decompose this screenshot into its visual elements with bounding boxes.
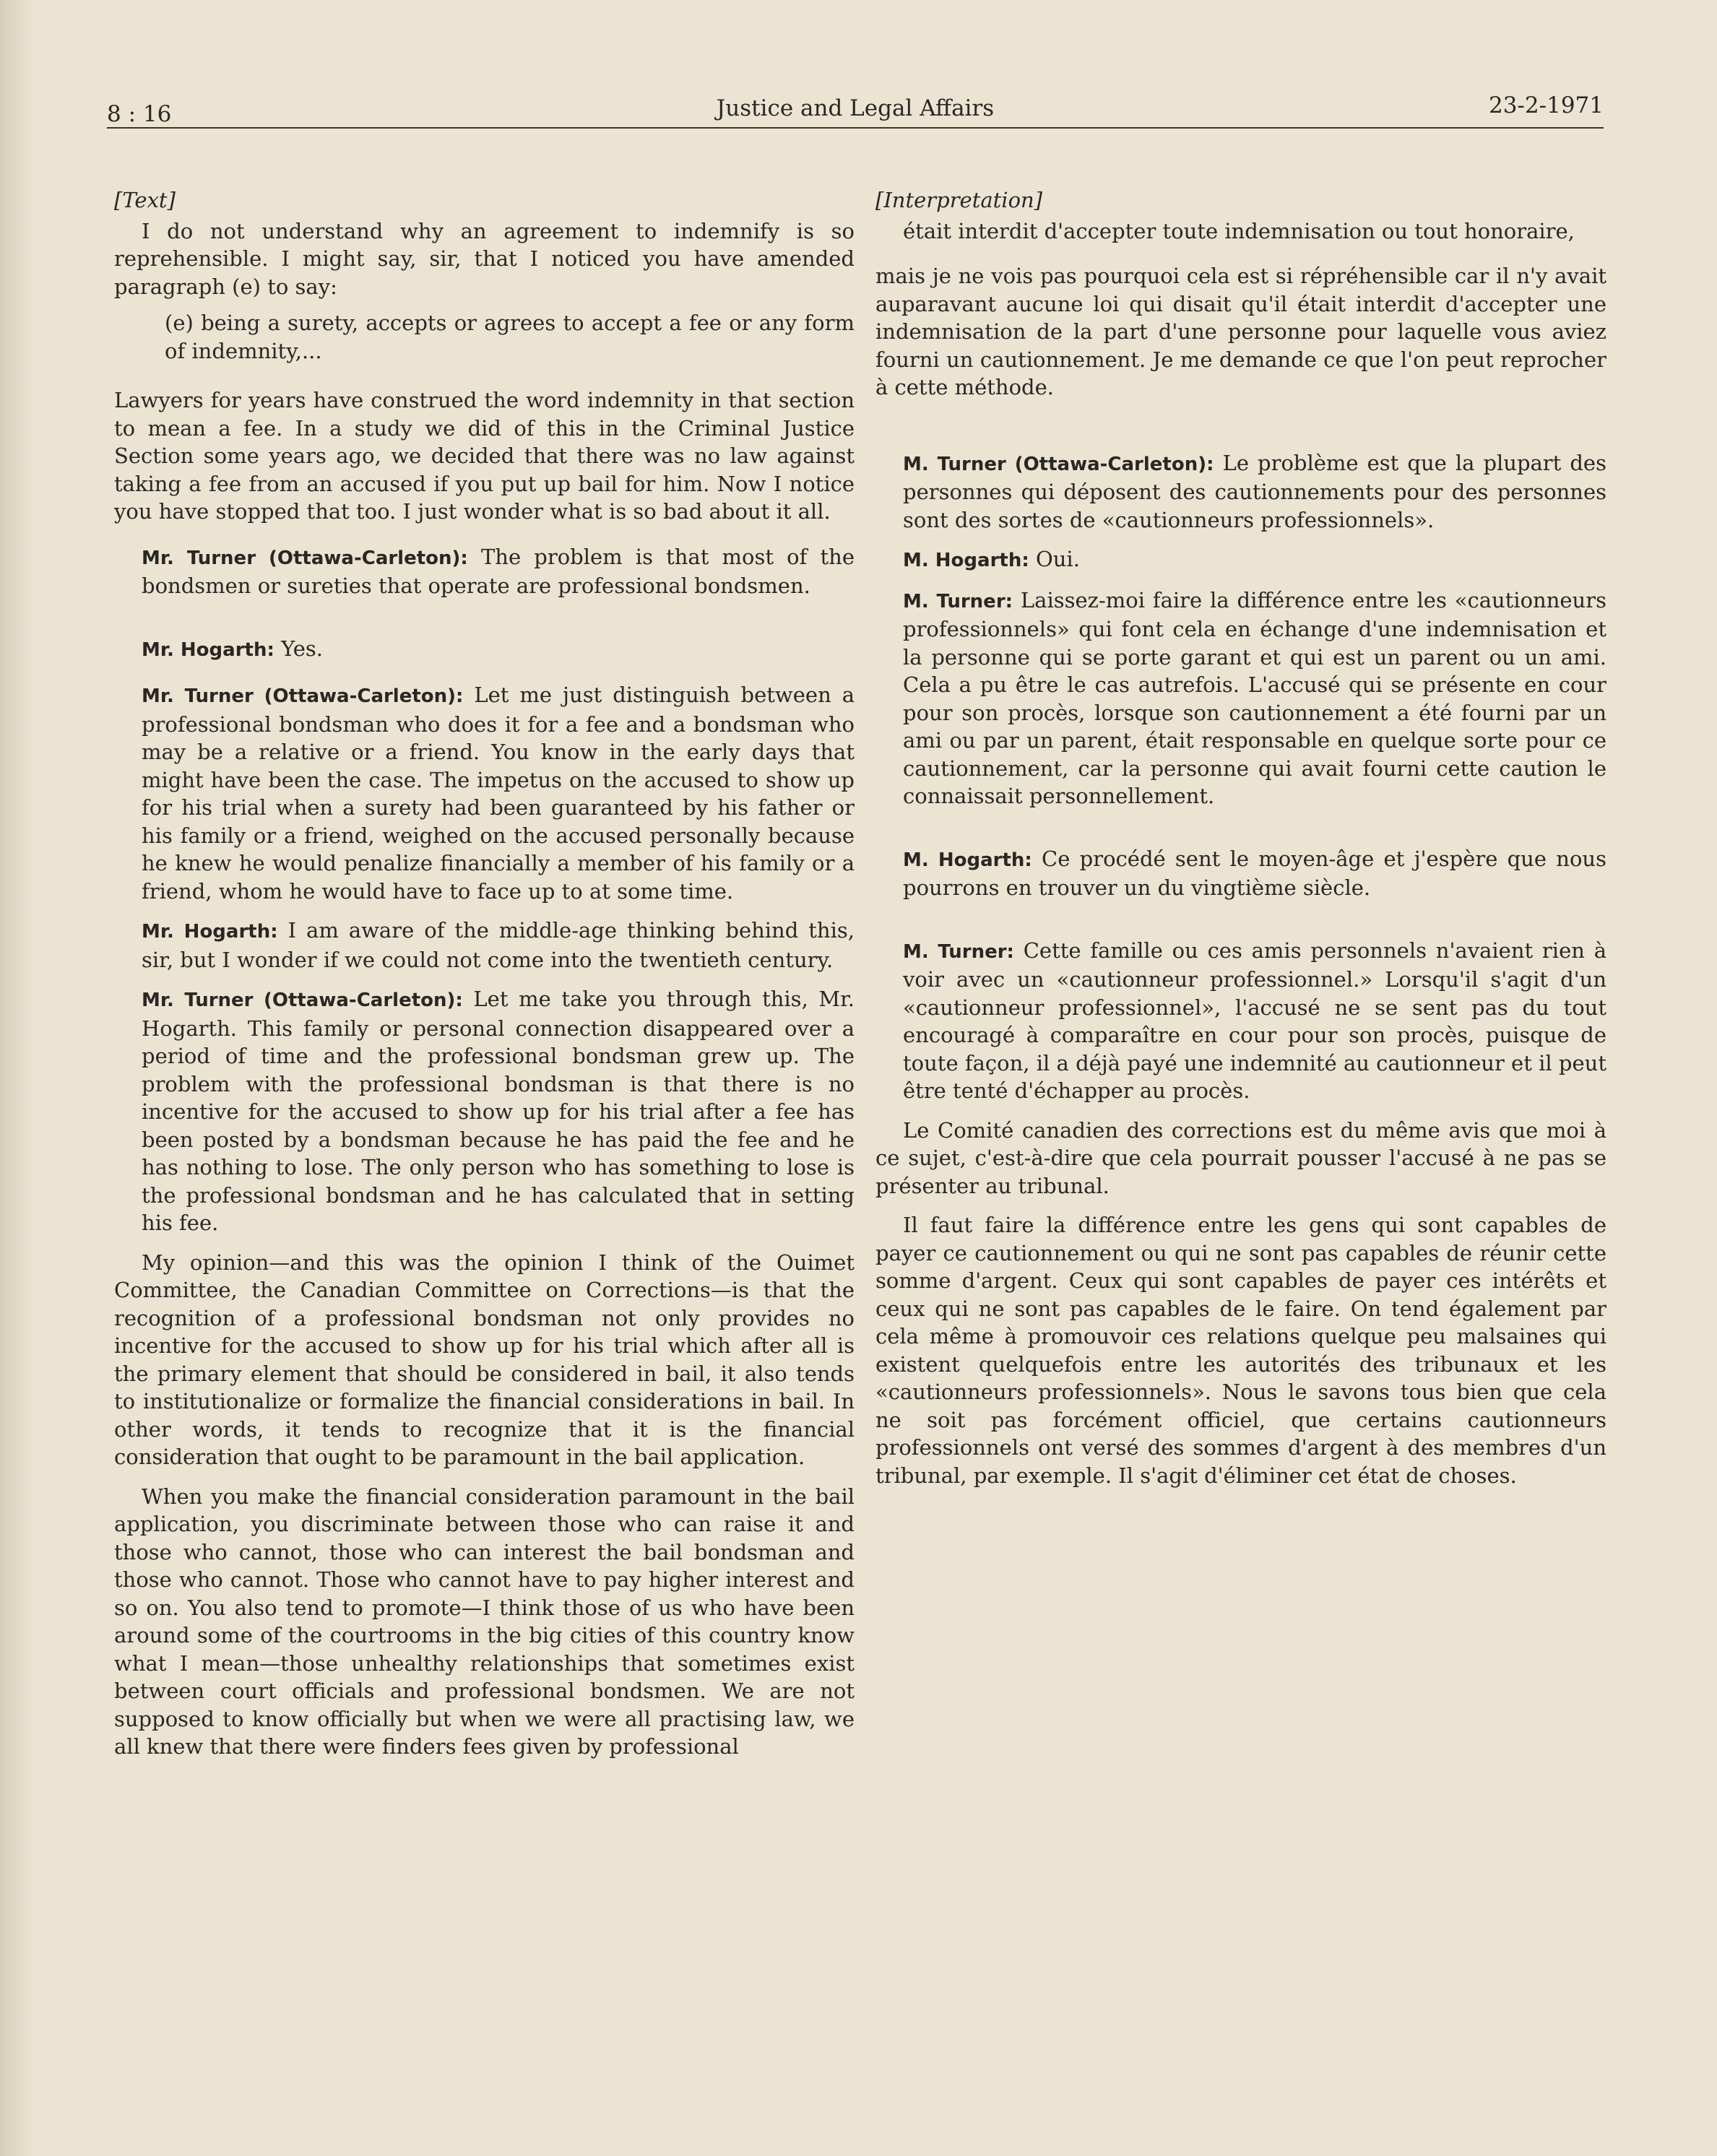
speaker-name: Mr. Turner (Ottawa-Carleton): [142,990,463,1011]
paragraph: My opinion—and this was the opinion I think of the Ouimet Committee, the Canadian Committee on Corrections—is that the recognition of a professional bondsman not only provides no incentive for the accused to show up for his trial which after all is the primary element that should be considered in bail, it also tends to institutionalize or formalize the financial considerations in bail. In other words, it tends to recognize that it is the financial consideration that ought to be paramount in the bail application. [114,1250,855,1469]
speech-text: Yes. [274,636,323,661]
speech [114,543,855,600]
paragraph: When you make the financial consideration paramount in the bail application, you discriminate between those who can raise it and those who cannot, those who can interest the bail bondsman and those who cannot. Those who cannot have to pay higher interest and so on. You also tend to promote—I think those of us who have been around some of the courtrooms in the big cities of this country know what I mean—those unhealthy relationships that sometimes exist between court officials and professional bondsmen. We are not supposed to know officially but when we were all practising law, we all knew that there were finders fees given by professional [114,1484,855,1759]
speech [875,937,1606,1105]
speaker-name: Mr. Hogarth: [142,638,274,661]
speech [114,681,855,905]
quoted-amendment: (e) being a surety, accepts or agrees to accept a fee or any form of indemnity,... [165,311,855,363]
speaker-name: M. Hogarth: [903,849,1032,871]
section-label-text: [Text] [114,188,176,212]
paragraph: Lawyers for years have construed the word indemnity in that section to mean a fee. In a study we did of this in the Criminal Justice Section some years ago, we decided that there was no law against taking a fee from an accused if you put up bail for him. Now I notice you have stopped that too. I just wonder what is so bad about it all. [114,388,855,524]
page-title: Justice and Legal Affairs [716,95,995,121]
speech [114,985,855,1237]
speech [875,845,1606,902]
speech-text: Let me take you through this, Mr. Hogarth. This family or personal connection disappeared over a period of time and the professional bondsman grew up. The problem with the professional bondsman is that there is no incentive for the accused to show up for his trial after a fee has been posted by a bondsman because he has paid the fee and he has nothing to lose. The only person who has something to lose is the professional bondsman and he has calculated that in setting his fee. [142,987,855,1235]
speech-text: The problem is that most of the bondsmen or sureties that operate are professional bondsmen. [142,544,855,598]
speaker-name: M. Turner (Ottawa-Carleton): [903,453,1214,475]
speaker-name: M. Turner: [903,940,1014,963]
speech [114,635,855,664]
speaker-name: Mr. Hogarth: [142,921,278,943]
french-column [875,186,1606,1489]
english-column [114,186,855,1761]
header-rule [107,127,1604,129]
speaker-name: Mr. Turner (Ottawa-Carleton): [142,547,468,569]
speech-text: Ce procédé sent le moyen-âge et j'espère que nous pourrons en trouver un du vingtième siècle. [903,846,1606,900]
paragraph: mais je ne vois pas pourquoi cela est si répréhensible car il n'y avait auparavant aucune loi qui disait qu'il était interdit d'accepter une indemnisation de la part d'une personne pour laquelle vous aviez fourni un cautionnement. Je me demande ce que l'on peut reprocher à cette méthode. [875,264,1606,399]
paragraph: I do not understand why an agreement to indemnify is so reprehensible. I might say, sir, that I noticed you have amended paragraph (e) to say: [114,218,855,299]
speech-text: Cette famille ou ces amis personnels n'avaient rien à voir avec un «cautionneur professionnel.» Lorsqu'il s'agit d'un «cautionneur professionnel», l'accusé ne se sent pas du tout encouragé à comparaître en cour pour son procès, puisque de toute façon, il a déjà payé une indemnité au cautionneur et il peut être tenté d'échapper au procès. [903,938,1606,1103]
speaker-name: M. Hogarth: [903,550,1029,571]
page-number: 8 : 16 [107,101,172,127]
speech [875,545,1606,575]
speech-text: Let me just distinguish between a professional bondsman who does it for a fee and a bondsman who may be a relative or a friend. You know in the early days that might have been the case. The impetus on the accused to show up for his trial when a surety had been guaranteed by his father or his family or a friend, weighed on the accused personally because he knew he would penalize financially a member of his family or a friend, whom he would have to face up to at some time. [142,683,855,904]
page-gutter-shadow [0,0,33,2156]
page-header [107,92,1604,127]
speech-text: I am aware of the middle-age thinking behind this, sir, but I wonder if we could not come into the twentieth century. [142,918,855,972]
paragraph: était interdit d'accepter toute indemnisation ou tout honoraire, [903,218,1575,243]
paragraph: Il faut faire la différence entre les gens qui sont capables de payer ce cautionnement ou qui ne sont pas capables de réunir cette somme d'argent. Ceux qui sont capables de payer ces intérêts et ceux qui ne sont pas capables de le faire. On tend également par cela même à promouvoir ces relations quelque peu malsaines qui existent quelquefois entre les autorités des tribunaux et les «cautionneurs professionnels». Nous le savons tous bien que cela ne soit pas forcément officiel, que certains cautionneurs professionnels ont versé des sommes d'argent à des membres d'un tribunal, par exemple. Il s'agit d'éliminer cet état de choses. [875,1213,1606,1488]
speech [114,917,855,974]
speech-text: Laissez-moi faire la différence entre les «cautionneurs professionnels» qui font cela en échange d'une indemnisation et la personne qui se porte garant et qui est un parent ou un ami. Cela a pu être le cas autrefois. L'accusé qui se présente en cour pour son procès, lorsque son cautionnement a été fourni par un ami ou par un parent, était responsable en quelque sorte pour ce cautionnement, car la personne qui avait fourni cette caution le connaissait personnellement. [903,587,1606,808]
page-date: 23-2-1971 [1488,92,1604,118]
paragraph: Le Comité canadien des corrections est du même avis que moi à ce sujet, c'est-à-dire que cela pourrait pousser l'accusé à ne pas se présenter au tribunal. [875,1117,1606,1198]
speech [875,586,1606,810]
speech-text: Oui. [1029,547,1080,571]
speech [875,449,1606,534]
speaker-name: Mr. Turner (Ottawa-Carleton): [142,685,464,707]
section-label-interpretation: [Interpretation] [875,188,1043,212]
speech-text: Le problème est que la plupart des personnes qui déposent des cautionnements pour des personnes sont des sortes de «cautionneurs professionnels». [903,450,1606,532]
speaker-name: M. Turner: [903,590,1013,612]
